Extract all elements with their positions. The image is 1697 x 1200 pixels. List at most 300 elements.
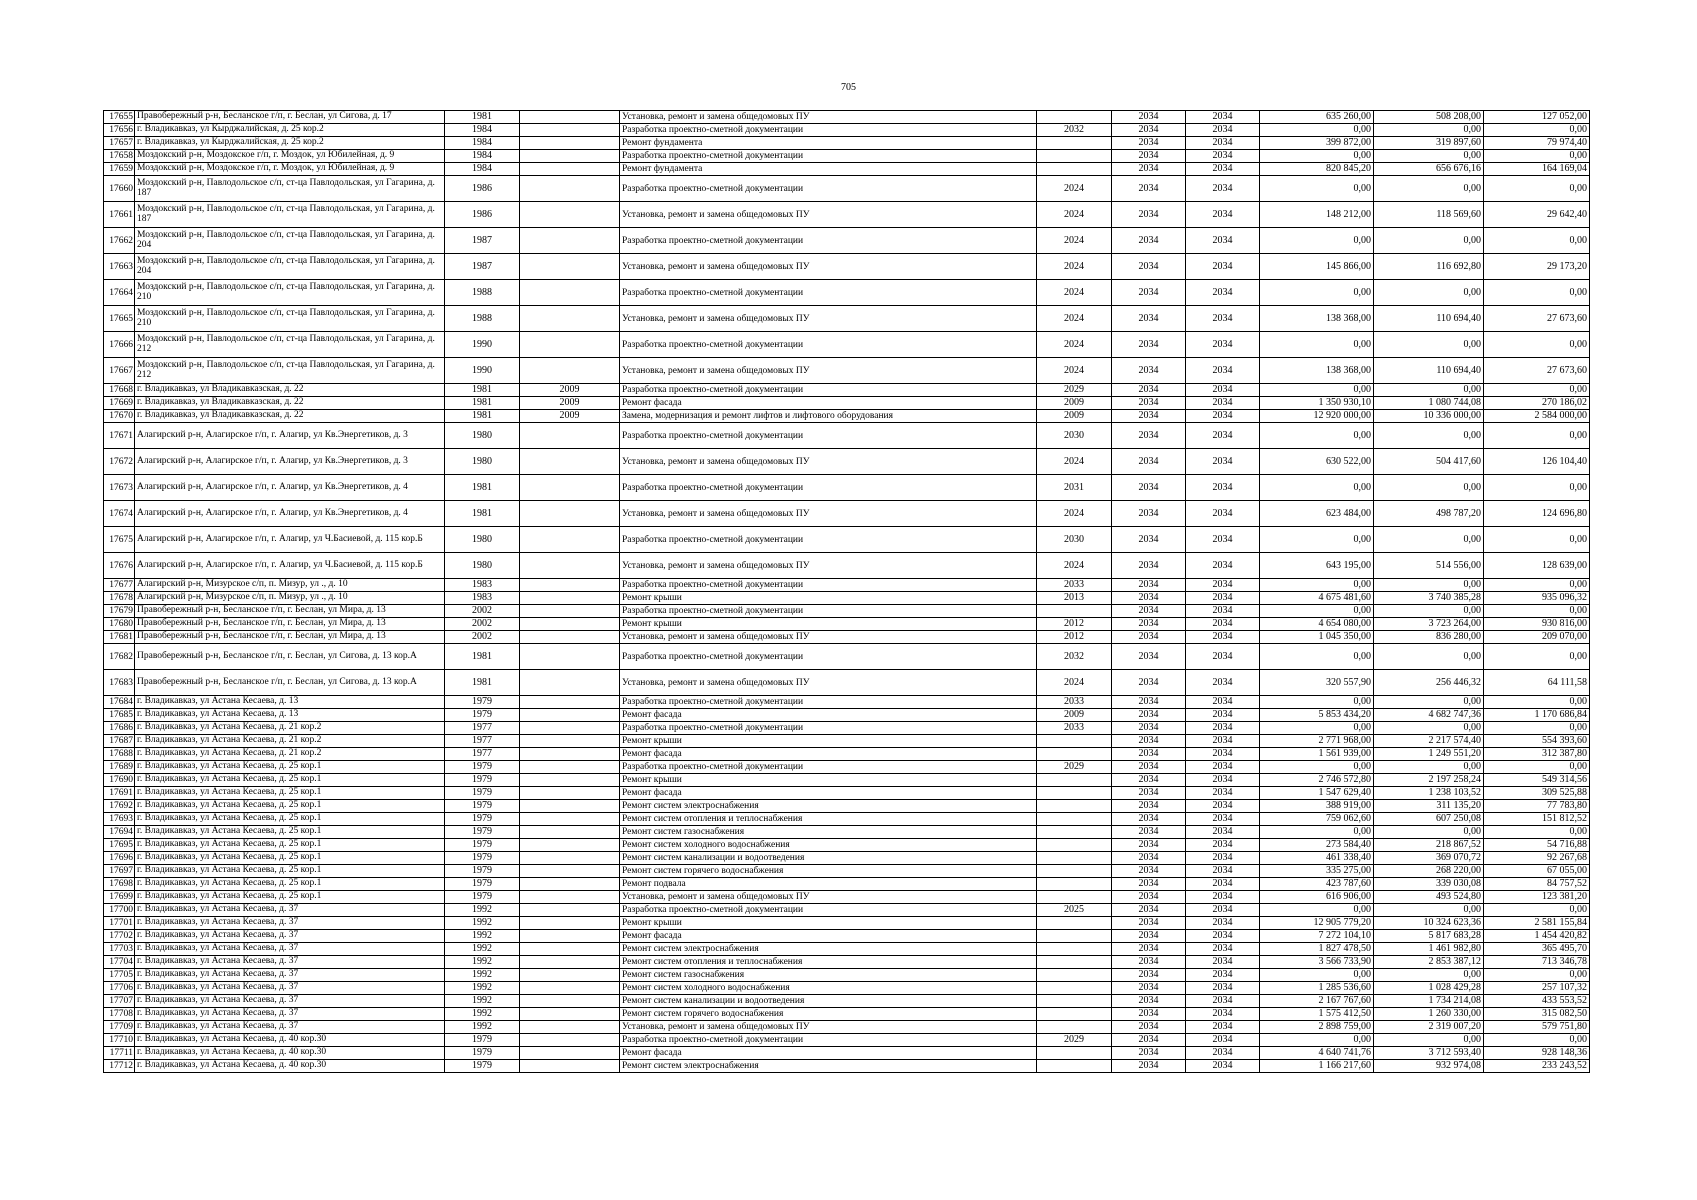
fund-cost-cell: 0,00 xyxy=(1374,696,1484,709)
planned-end-year-cell: 2034 xyxy=(1186,1034,1260,1047)
work-type-cell: Разработка проектно-сметной документации xyxy=(620,722,1037,735)
work-type-cell: Ремонт систем горячего водоснабжения xyxy=(620,1008,1037,1021)
last-repair-year-cell xyxy=(1037,150,1112,163)
total-cost-cell: 335 275,00 xyxy=(1260,865,1374,878)
total-cost-cell: 273 584,40 xyxy=(1260,839,1374,852)
renovation-year-cell xyxy=(520,605,620,618)
last-repair-year-cell xyxy=(1037,943,1112,956)
renovation-year-cell xyxy=(520,735,620,748)
address-cell: Алагирский р-н, Алагирское г/п, г. Алагир, ул Ч.Басиевой, д. 115 кор.Б xyxy=(135,527,445,553)
planned-start-year-cell: 2034 xyxy=(1112,592,1186,605)
total-cost-cell: 635 260,00 xyxy=(1260,111,1374,124)
planned-end-year-cell: 2034 xyxy=(1186,397,1260,410)
work-type-cell: Разработка проектно-сметной документации xyxy=(620,1034,1037,1047)
fund-cost-cell: 319 897,60 xyxy=(1374,137,1484,150)
construction-year-cell: 1981 xyxy=(445,111,520,124)
fund-cost-cell: 1 249 551,20 xyxy=(1374,748,1484,761)
row-number-cell: 17659 xyxy=(104,163,135,176)
planned-end-year-cell: 2034 xyxy=(1186,280,1260,306)
fund-cost-cell: 1 260 330,00 xyxy=(1374,1008,1484,1021)
work-type-cell: Разработка проектно-сметной документации xyxy=(620,904,1037,917)
total-cost-cell: 0,00 xyxy=(1260,722,1374,735)
construction-year-cell: 1983 xyxy=(445,592,520,605)
work-type-cell: Разработка проектно-сметной документации xyxy=(620,332,1037,358)
planned-end-year-cell: 2034 xyxy=(1186,982,1260,995)
last-repair-year-cell xyxy=(1037,1021,1112,1034)
fund-cost-cell: 2 853 387,12 xyxy=(1374,956,1484,969)
planned-end-year-cell: 2034 xyxy=(1186,735,1260,748)
owner-cost-cell: 0,00 xyxy=(1484,423,1590,449)
total-cost-cell: 4 654 080,00 xyxy=(1260,618,1374,631)
owner-cost-cell: 67 055,00 xyxy=(1484,865,1590,878)
planned-end-year-cell: 2034 xyxy=(1186,423,1260,449)
planned-start-year-cell: 2034 xyxy=(1112,553,1186,579)
table-row xyxy=(104,176,1590,202)
owner-cost-cell: 549 314,56 xyxy=(1484,774,1590,787)
owner-cost-cell: 0,00 xyxy=(1484,228,1590,254)
table-row xyxy=(104,449,1590,475)
last-repair-year-cell: 2024 xyxy=(1037,280,1112,306)
last-repair-year-cell: 2024 xyxy=(1037,202,1112,228)
work-type-cell: Ремонт систем отопления и теплоснабжения xyxy=(620,813,1037,826)
planned-start-year-cell: 2034 xyxy=(1112,280,1186,306)
owner-cost-cell: 64 111,58 xyxy=(1484,670,1590,696)
total-cost-cell: 623 484,00 xyxy=(1260,501,1374,527)
renovation-year-cell xyxy=(520,111,620,124)
address-cell: г. Владикавказ, ул Астана Кесаева, д. 25 кор.1 xyxy=(135,826,445,839)
construction-year-cell: 1992 xyxy=(445,1008,520,1021)
owner-cost-cell: 0,00 xyxy=(1484,384,1590,397)
construction-year-cell: 1984 xyxy=(445,163,520,176)
owner-cost-cell: 0,00 xyxy=(1484,124,1590,137)
planned-start-year-cell: 2034 xyxy=(1112,735,1186,748)
construction-year-cell: 1979 xyxy=(445,696,520,709)
owner-cost-cell: 0,00 xyxy=(1484,527,1590,553)
planned-end-year-cell: 2034 xyxy=(1186,917,1260,930)
row-number-cell: 17679 xyxy=(104,605,135,618)
work-type-cell: Разработка проектно-сметной документации xyxy=(620,761,1037,774)
last-repair-year-cell: 2024 xyxy=(1037,176,1112,202)
construction-year-cell: 1990 xyxy=(445,332,520,358)
table-row xyxy=(104,358,1590,384)
owner-cost-cell: 312 387,80 xyxy=(1484,748,1590,761)
planned-start-year-cell: 2034 xyxy=(1112,943,1186,956)
last-repair-year-cell xyxy=(1037,813,1112,826)
construction-year-cell: 1988 xyxy=(445,306,520,332)
renovation-year-cell xyxy=(520,176,620,202)
table-row xyxy=(104,124,1590,137)
total-cost-cell: 0,00 xyxy=(1260,605,1374,618)
table-row xyxy=(104,332,1590,358)
renovation-year-cell xyxy=(520,826,620,839)
last-repair-year-cell: 2024 xyxy=(1037,501,1112,527)
fund-cost-cell: 5 817 683,28 xyxy=(1374,930,1484,943)
planned-start-year-cell: 2034 xyxy=(1112,579,1186,592)
owner-cost-cell: 27 673,60 xyxy=(1484,306,1590,332)
planned-end-year-cell: 2034 xyxy=(1186,826,1260,839)
planned-end-year-cell: 2034 xyxy=(1186,332,1260,358)
construction-year-cell: 1979 xyxy=(445,774,520,787)
row-number-cell: 17707 xyxy=(104,995,135,1008)
row-number-cell: 17697 xyxy=(104,865,135,878)
construction-year-cell: 1979 xyxy=(445,852,520,865)
total-cost-cell: 2 746 572,80 xyxy=(1260,774,1374,787)
address-cell: г. Владикавказ, ул Астана Кесаева, д. 25 кор.1 xyxy=(135,852,445,865)
renovation-year-cell xyxy=(520,865,620,878)
last-repair-year-cell xyxy=(1037,800,1112,813)
planned-start-year-cell: 2034 xyxy=(1112,1021,1186,1034)
total-cost-cell: 4 640 741,76 xyxy=(1260,1047,1374,1060)
last-repair-year-cell xyxy=(1037,605,1112,618)
address-cell: Алагирский р-н, Алагирское г/п, г. Алагир, ул Кв.Энергетиков, д. 4 xyxy=(135,475,445,501)
construction-year-cell: 1992 xyxy=(445,969,520,982)
construction-year-cell: 1992 xyxy=(445,982,520,995)
last-repair-year-cell: 2032 xyxy=(1037,124,1112,137)
construction-year-cell: 1984 xyxy=(445,150,520,163)
row-number-cell: 17675 xyxy=(104,527,135,553)
construction-year-cell: 1979 xyxy=(445,709,520,722)
work-type-cell: Замена, модернизация и ремонт лифтов и лифтового оборудования xyxy=(620,410,1037,423)
total-cost-cell: 0,00 xyxy=(1260,384,1374,397)
planned-start-year-cell: 2034 xyxy=(1112,709,1186,722)
last-repair-year-cell: 2025 xyxy=(1037,904,1112,917)
fund-cost-cell: 3 712 593,40 xyxy=(1374,1047,1484,1060)
owner-cost-cell: 128 639,00 xyxy=(1484,553,1590,579)
last-repair-year-cell: 2029 xyxy=(1037,761,1112,774)
planned-start-year-cell: 2034 xyxy=(1112,787,1186,800)
address-cell: Правобережный р-н, Бесланское г/п, г. Беслан, ул Мира, д. 13 xyxy=(135,605,445,618)
renovation-year-cell xyxy=(520,969,620,982)
work-type-cell: Ремонт систем холодного водоснабжения xyxy=(620,839,1037,852)
owner-cost-cell: 935 096,32 xyxy=(1484,592,1590,605)
planned-start-year-cell: 2034 xyxy=(1112,202,1186,228)
total-cost-cell: 1 561 939,00 xyxy=(1260,748,1374,761)
row-number-cell: 17681 xyxy=(104,631,135,644)
address-cell: г. Владикавказ, ул Астана Кесаева, д. 37 xyxy=(135,982,445,995)
fund-cost-cell: 0,00 xyxy=(1374,332,1484,358)
planned-start-year-cell: 2034 xyxy=(1112,774,1186,787)
address-cell: Моздокский р-н, Павлодольское с/п, ст-ца Павлодольская, ул Гагарина, д. 204 xyxy=(135,254,445,280)
total-cost-cell: 759 062,60 xyxy=(1260,813,1374,826)
owner-cost-cell: 0,00 xyxy=(1484,969,1590,982)
table-row xyxy=(104,800,1590,813)
planned-end-year-cell: 2034 xyxy=(1186,358,1260,384)
planned-end-year-cell: 2034 xyxy=(1186,449,1260,475)
row-number-cell: 17661 xyxy=(104,202,135,228)
work-type-cell: Установка, ремонт и замена общедомовых ПУ xyxy=(620,306,1037,332)
planned-end-year-cell: 2034 xyxy=(1186,748,1260,761)
row-number-cell: 17695 xyxy=(104,839,135,852)
table-row xyxy=(104,553,1590,579)
last-repair-year-cell xyxy=(1037,995,1112,1008)
table-row xyxy=(104,670,1590,696)
row-number-cell: 17687 xyxy=(104,735,135,748)
table-row xyxy=(104,787,1590,800)
owner-cost-cell: 579 751,80 xyxy=(1484,1021,1590,1034)
construction-year-cell: 1980 xyxy=(445,449,520,475)
address-cell: г. Владикавказ, ул Астана Кесаева, д. 25 кор.1 xyxy=(135,813,445,826)
table-row xyxy=(104,995,1590,1008)
planned-start-year-cell: 2034 xyxy=(1112,137,1186,150)
planned-end-year-cell: 2034 xyxy=(1186,150,1260,163)
row-number-cell: 17700 xyxy=(104,904,135,917)
work-type-cell: Ремонт крыши xyxy=(620,735,1037,748)
last-repair-year-cell: 2009 xyxy=(1037,410,1112,423)
total-cost-cell: 423 787,60 xyxy=(1260,878,1374,891)
renovation-year-cell xyxy=(520,150,620,163)
row-number-cell: 17703 xyxy=(104,943,135,956)
total-cost-cell: 1 547 629,40 xyxy=(1260,787,1374,800)
address-cell: Моздокский р-н, Павлодольское с/п, ст-ца Павлодольская, ул Гагарина, д. 187 xyxy=(135,176,445,202)
fund-cost-cell: 0,00 xyxy=(1374,527,1484,553)
fund-cost-cell: 1 734 214,08 xyxy=(1374,995,1484,1008)
planned-end-year-cell: 2034 xyxy=(1186,254,1260,280)
renovation-year-cell xyxy=(520,1021,620,1034)
planned-end-year-cell: 2034 xyxy=(1186,852,1260,865)
table-row xyxy=(104,228,1590,254)
planned-start-year-cell: 2034 xyxy=(1112,670,1186,696)
planned-start-year-cell: 2034 xyxy=(1112,397,1186,410)
row-number-cell: 17699 xyxy=(104,891,135,904)
owner-cost-cell: 315 082,50 xyxy=(1484,1008,1590,1021)
planned-start-year-cell: 2034 xyxy=(1112,618,1186,631)
planned-end-year-cell: 2034 xyxy=(1186,579,1260,592)
table-row xyxy=(104,1047,1590,1060)
fund-cost-cell: 0,00 xyxy=(1374,280,1484,306)
planned-end-year-cell: 2034 xyxy=(1186,475,1260,501)
fund-cost-cell: 2 319 007,20 xyxy=(1374,1021,1484,1034)
planned-end-year-cell: 2034 xyxy=(1186,891,1260,904)
planned-start-year-cell: 2034 xyxy=(1112,722,1186,735)
address-cell: Моздокский р-н, Павлодольское с/п, ст-ца Павлодольская, ул Гагарина, д. 187 xyxy=(135,202,445,228)
planned-end-year-cell: 2034 xyxy=(1186,696,1260,709)
row-number-cell: 17691 xyxy=(104,787,135,800)
total-cost-cell: 7 272 104,10 xyxy=(1260,930,1374,943)
work-type-cell: Разработка проектно-сметной документации xyxy=(620,579,1037,592)
work-type-cell: Ремонт фундамента xyxy=(620,137,1037,150)
fund-cost-cell: 110 694,40 xyxy=(1374,306,1484,332)
address-cell: г. Владикавказ, ул Астана Кесаева, д. 40 кор.30 xyxy=(135,1060,445,1073)
planned-end-year-cell: 2034 xyxy=(1186,111,1260,124)
construction-year-cell: 1981 xyxy=(445,475,520,501)
owner-cost-cell: 554 393,60 xyxy=(1484,735,1590,748)
construction-year-cell: 1980 xyxy=(445,527,520,553)
planned-start-year-cell: 2034 xyxy=(1112,813,1186,826)
renovation-year-cell xyxy=(520,449,620,475)
table-row xyxy=(104,579,1590,592)
table-row xyxy=(104,384,1590,397)
work-type-cell: Ремонт фасада xyxy=(620,930,1037,943)
fund-cost-cell: 10 324 623,36 xyxy=(1374,917,1484,930)
planned-end-year-cell: 2034 xyxy=(1186,943,1260,956)
construction-year-cell: 1981 xyxy=(445,384,520,397)
fund-cost-cell: 4 682 747,36 xyxy=(1374,709,1484,722)
fund-cost-cell: 0,00 xyxy=(1374,579,1484,592)
address-cell: г. Владикавказ, ул Астана Кесаева, д. 21 кор.2 xyxy=(135,735,445,748)
renovation-year-cell xyxy=(520,852,620,865)
total-cost-cell: 3 566 733,90 xyxy=(1260,956,1374,969)
owner-cost-cell: 0,00 xyxy=(1484,150,1590,163)
last-repair-year-cell xyxy=(1037,1047,1112,1060)
construction-year-cell: 1983 xyxy=(445,579,520,592)
owner-cost-cell: 27 673,60 xyxy=(1484,358,1590,384)
capital-repair-table xyxy=(103,110,1590,1073)
construction-year-cell: 1981 xyxy=(445,410,520,423)
total-cost-cell: 0,00 xyxy=(1260,332,1374,358)
table-row xyxy=(104,917,1590,930)
owner-cost-cell: 270 186,02 xyxy=(1484,397,1590,410)
renovation-year-cell xyxy=(520,761,620,774)
table-row xyxy=(104,878,1590,891)
row-number-cell: 17678 xyxy=(104,592,135,605)
construction-year-cell: 2002 xyxy=(445,618,520,631)
address-cell: г. Владикавказ, ул Астана Кесаева, д. 40 кор.30 xyxy=(135,1047,445,1060)
renovation-year-cell xyxy=(520,1060,620,1073)
row-number-cell: 17660 xyxy=(104,176,135,202)
last-repair-year-cell: 2030 xyxy=(1037,527,1112,553)
row-number-cell: 17701 xyxy=(104,917,135,930)
work-type-cell: Разработка проектно-сметной документации xyxy=(620,176,1037,202)
last-repair-year-cell: 2029 xyxy=(1037,1034,1112,1047)
planned-start-year-cell: 2034 xyxy=(1112,605,1186,618)
row-number-cell: 17663 xyxy=(104,254,135,280)
fund-cost-cell: 3 740 385,28 xyxy=(1374,592,1484,605)
row-number-cell: 17658 xyxy=(104,150,135,163)
planned-start-year-cell: 2034 xyxy=(1112,748,1186,761)
planned-end-year-cell: 2034 xyxy=(1186,228,1260,254)
row-number-cell: 17706 xyxy=(104,982,135,995)
last-repair-year-cell: 2012 xyxy=(1037,618,1112,631)
fund-cost-cell: 607 250,08 xyxy=(1374,813,1484,826)
construction-year-cell: 1987 xyxy=(445,254,520,280)
table-row xyxy=(104,1008,1590,1021)
total-cost-cell: 1 045 350,00 xyxy=(1260,631,1374,644)
total-cost-cell: 0,00 xyxy=(1260,826,1374,839)
total-cost-cell: 12 905 779,20 xyxy=(1260,917,1374,930)
work-type-cell: Установка, ремонт и замена общедомовых ПУ xyxy=(620,553,1037,579)
planned-start-year-cell: 2034 xyxy=(1112,228,1186,254)
row-number-cell: 17656 xyxy=(104,124,135,137)
work-type-cell: Установка, ремонт и замена общедомовых ПУ xyxy=(620,449,1037,475)
table-row xyxy=(104,696,1590,709)
row-number-cell: 17680 xyxy=(104,618,135,631)
table-row xyxy=(104,644,1590,670)
address-cell: г. Владикавказ, ул Астана Кесаева, д. 37 xyxy=(135,943,445,956)
table-row xyxy=(104,202,1590,228)
owner-cost-cell: 257 107,32 xyxy=(1484,982,1590,995)
construction-year-cell: 1979 xyxy=(445,800,520,813)
address-cell: г. Владикавказ, ул Астана Кесаева, д. 25 кор.1 xyxy=(135,787,445,800)
renovation-year-cell xyxy=(520,748,620,761)
planned-start-year-cell: 2034 xyxy=(1112,176,1186,202)
owner-cost-cell: 0,00 xyxy=(1484,605,1590,618)
total-cost-cell: 1 285 536,60 xyxy=(1260,982,1374,995)
construction-year-cell: 1979 xyxy=(445,878,520,891)
planned-start-year-cell: 2034 xyxy=(1112,800,1186,813)
planned-end-year-cell: 2034 xyxy=(1186,410,1260,423)
work-type-cell: Установка, ремонт и замена общедомовых ПУ xyxy=(620,202,1037,228)
work-type-cell: Ремонт крыши xyxy=(620,917,1037,930)
total-cost-cell: 399 872,00 xyxy=(1260,137,1374,150)
last-repair-year-cell: 2013 xyxy=(1037,592,1112,605)
total-cost-cell: 1 166 217,60 xyxy=(1260,1060,1374,1073)
table-row xyxy=(104,943,1590,956)
fund-cost-cell: 10 336 000,00 xyxy=(1374,410,1484,423)
address-cell: г. Владикавказ, ул Кырджалийская, д. 25 кор.2 xyxy=(135,124,445,137)
row-number-cell: 17704 xyxy=(104,956,135,969)
last-repair-year-cell xyxy=(1037,1060,1112,1073)
fund-cost-cell: 0,00 xyxy=(1374,423,1484,449)
planned-start-year-cell: 2034 xyxy=(1112,1008,1186,1021)
renovation-year-cell xyxy=(520,696,620,709)
renovation-year-cell xyxy=(520,1047,620,1060)
address-cell: Моздокский р-н, Павлодольское с/п, ст-ца Павлодольская, ул Гагарина, д. 212 xyxy=(135,332,445,358)
address-cell: Алагирский р-н, Алагирское г/п, г. Алагир, ул Кв.Энергетиков, д. 3 xyxy=(135,423,445,449)
planned-start-year-cell: 2034 xyxy=(1112,1060,1186,1073)
table-row xyxy=(104,865,1590,878)
planned-end-year-cell: 2034 xyxy=(1186,176,1260,202)
planned-start-year-cell: 2034 xyxy=(1112,124,1186,137)
total-cost-cell: 1 575 412,50 xyxy=(1260,1008,1374,1021)
address-cell: Алагирский р-н, Мизурское с/п, п. Мизур, ул ., д. 10 xyxy=(135,579,445,592)
planned-start-year-cell: 2034 xyxy=(1112,1047,1186,1060)
last-repair-year-cell: 2024 xyxy=(1037,254,1112,280)
fund-cost-cell: 1 461 982,80 xyxy=(1374,943,1484,956)
address-cell: г. Владикавказ, ул Астана Кесаева, д. 21 кор.2 xyxy=(135,748,445,761)
construction-year-cell: 1980 xyxy=(445,423,520,449)
total-cost-cell: 616 906,00 xyxy=(1260,891,1374,904)
fund-cost-cell: 504 417,60 xyxy=(1374,449,1484,475)
work-type-cell: Установка, ремонт и замена общедомовых ПУ xyxy=(620,501,1037,527)
work-type-cell: Ремонт крыши xyxy=(620,592,1037,605)
owner-cost-cell: 84 757,52 xyxy=(1484,878,1590,891)
construction-year-cell: 1988 xyxy=(445,280,520,306)
fund-cost-cell: 311 135,20 xyxy=(1374,800,1484,813)
planned-end-year-cell: 2034 xyxy=(1186,904,1260,917)
last-repair-year-cell: 2012 xyxy=(1037,631,1112,644)
construction-year-cell: 1992 xyxy=(445,1021,520,1034)
work-type-cell: Ремонт крыши xyxy=(620,774,1037,787)
work-type-cell: Разработка проектно-сметной документации xyxy=(620,228,1037,254)
row-number-cell: 17665 xyxy=(104,306,135,332)
address-cell: г. Владикавказ, ул Астана Кесаева, д. 37 xyxy=(135,917,445,930)
row-number-cell: 17694 xyxy=(104,826,135,839)
total-cost-cell: 820 845,20 xyxy=(1260,163,1374,176)
work-type-cell: Разработка проектно-сметной документации xyxy=(620,696,1037,709)
table-row xyxy=(104,982,1590,995)
total-cost-cell: 0,00 xyxy=(1260,280,1374,306)
fund-cost-cell: 116 692,80 xyxy=(1374,254,1484,280)
owner-cost-cell: 0,00 xyxy=(1484,579,1590,592)
address-cell: Моздокский р-н, Павлодольское с/п, ст-ца Павлодольская, ул Гагарина, д. 210 xyxy=(135,306,445,332)
total-cost-cell: 2 898 759,00 xyxy=(1260,1021,1374,1034)
total-cost-cell: 0,00 xyxy=(1260,527,1374,553)
last-repair-year-cell: 2031 xyxy=(1037,475,1112,501)
total-cost-cell: 0,00 xyxy=(1260,904,1374,917)
address-cell: г. Владикавказ, ул Астана Кесаева, д. 37 xyxy=(135,956,445,969)
address-cell: г. Владикавказ, ул Астана Кесаева, д. 37 xyxy=(135,904,445,917)
construction-year-cell: 1986 xyxy=(445,176,520,202)
table-row xyxy=(104,1060,1590,1073)
planned-start-year-cell: 2034 xyxy=(1112,306,1186,332)
renovation-year-cell xyxy=(520,787,620,800)
planned-end-year-cell: 2034 xyxy=(1186,761,1260,774)
fund-cost-cell: 110 694,40 xyxy=(1374,358,1484,384)
row-number-cell: 17710 xyxy=(104,1034,135,1047)
address-cell: Моздокский р-н, Павлодольское с/п, ст-ца Павлодольская, ул Гагарина, д. 210 xyxy=(135,280,445,306)
owner-cost-cell: 928 148,36 xyxy=(1484,1047,1590,1060)
total-cost-cell: 1 350 930,10 xyxy=(1260,397,1374,410)
